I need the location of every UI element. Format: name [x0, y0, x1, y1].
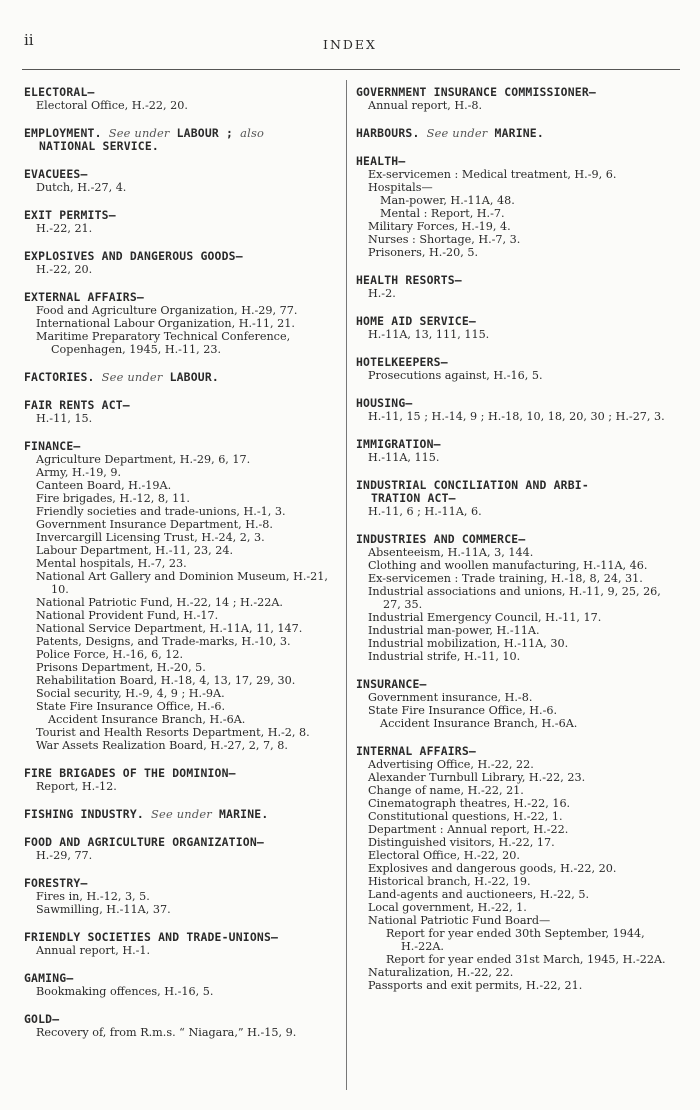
heading-text: EXTERNAL AFFAIRS—: [24, 290, 144, 304]
heading-text: FAIR RENTS ACT—: [24, 398, 130, 412]
heading-text: FRIENDLY SOCIETIES AND TRADE-UNIONS—: [24, 930, 279, 944]
entry-heading: [356, 397, 682, 410]
index-subentry: Military Forces, H.-19, 4.: [368, 220, 511, 233]
entry-heading: [356, 155, 682, 168]
index-entry: [24, 168, 336, 194]
entry-heading: [24, 836, 336, 849]
index-subentry: Report for year ended 30th September, 1944, H.-22A.: [386, 927, 645, 953]
index-entry: [24, 972, 336, 998]
index-subentry: National Patriotic Fund Board—: [368, 914, 551, 927]
entry-heading: [24, 440, 336, 453]
index-subentry: Police Force, H.-16, 6, 12.: [36, 648, 184, 661]
index-subentry: Government Insurance Department, H.-8.: [36, 518, 273, 531]
index-subentry: Electoral Office, H.-22, 20.: [36, 99, 188, 112]
heading-text: FIRE BRIGADES OF THE DOMINION—: [24, 766, 236, 780]
index-subentry: Local government, H.-22, 1.: [368, 901, 527, 914]
index-subentry: Clothing and woollen manufacturing, H.-11A, 46.: [368, 559, 648, 572]
cross-reference: MARINE.: [218, 807, 269, 821]
index-entry: [356, 127, 682, 140]
index-entry: [356, 155, 682, 259]
heading-text: HOUSING—: [356, 396, 413, 410]
index-entry: [356, 356, 682, 382]
entry-heading: [356, 86, 682, 99]
entry-heading: [356, 315, 682, 328]
heading-text: INDUSTRIES AND COMMERCE—: [356, 532, 526, 546]
index-subentry: Labour Department, H.-11, 23, 24.: [36, 544, 233, 557]
column-divider: [346, 80, 347, 1090]
index-subentry: Report, H.-12.: [36, 780, 117, 793]
index-entry: [356, 533, 682, 663]
index-entry: [24, 371, 336, 384]
index-subentry: Advertising Office, H.-22, 22.: [368, 758, 534, 771]
index-entry: [24, 291, 336, 356]
index-subentry: Industrial mobilization, H.-11A, 30.: [368, 637, 569, 650]
index-subentry: Tourist and Health Resorts Department, H.-2, 8.: [36, 726, 310, 739]
index-subentry: Mental hospitals, H.-7, 23.: [36, 557, 187, 570]
see-under-label: See under: [151, 807, 212, 821]
index-entry: [356, 479, 682, 518]
index-subentry: H.-22, 20.: [36, 263, 93, 276]
also-label: also: [240, 126, 265, 140]
heading-text: HOME AID SERVICE—: [356, 314, 476, 328]
index-subentry: National Art Gallery and Dominion Museum, H.-21, 10.: [36, 570, 328, 596]
heading-text: FORESTRY—: [24, 876, 88, 890]
see-under-label: See under: [101, 370, 163, 384]
index-entry: [356, 745, 682, 992]
index-subentry: Hospitals—: [368, 181, 433, 194]
index-subentry: H.-11A, 13, 111, 115.: [368, 328, 490, 341]
entry-heading: [24, 399, 336, 412]
index-subentry: Maritime Preparatory Technical Conference, Copenhagen, 1945, H.-11, 23.: [36, 330, 291, 356]
index-subentry: Government insurance, H.-8.: [368, 691, 533, 704]
entry-heading: [24, 808, 336, 821]
index-entry: [356, 86, 682, 112]
index-subentry: Army, H.-19, 9.: [36, 466, 122, 479]
index-subentry: Annual report, H.-8.: [368, 99, 483, 112]
index-entry: [24, 127, 336, 153]
entry-heading: [24, 931, 336, 944]
heading-text: GOLD—: [24, 1012, 60, 1026]
index-subentry: Patents, Designs, and Trade-marks, H.-10, 3.: [36, 635, 291, 648]
index-entry: [24, 836, 336, 862]
index-subentry: H.-11, 15 ; H.-14, 9 ; H.-18, 10, 18, 20, 30 ; H.-27, 3.: [368, 410, 665, 423]
index-subentry: Accident Insurance Branch, H.-6A.: [48, 713, 246, 726]
heading-text: HARBOURS.: [356, 126, 420, 140]
index-subentry: H.-11, 15.: [36, 412, 93, 425]
index-subentry: Department : Annual report, H.-22.: [368, 823, 569, 836]
index-subentry: Historical branch, H.-22, 19.: [368, 875, 531, 888]
index-entry: [356, 438, 682, 464]
index-column-right: [356, 86, 682, 1007]
entry-heading: [356, 479, 682, 505]
index-subentry: Agriculture Department, H.-29, 6, 17.: [36, 453, 251, 466]
index-subentry: Prisoners, H.-20, 5.: [368, 246, 479, 259]
entry-heading: [356, 356, 682, 369]
entry-heading: [356, 533, 682, 546]
index-subentry: Invercargill Licensing Trust, H.-24, 2, 3.: [36, 531, 265, 544]
index-subentry: Mental : Report, H.-7.: [380, 207, 505, 220]
index-subentry: Industrial strife, H.-11, 10.: [368, 650, 521, 663]
index-subentry: H.-22, 21.: [36, 222, 93, 235]
entry-heading: [24, 168, 336, 181]
index-subentry: Distinguished visitors, H.-22, 17.: [368, 836, 555, 849]
cross-reference: MARINE.: [494, 126, 544, 140]
index-subentry: Friendly societies and trade-unions, H.-1, 3.: [36, 505, 286, 518]
index-subentry: H.-29, 77.: [36, 849, 93, 862]
index-subentry: Cinematograph theatres, H.-22, 16.: [368, 797, 571, 810]
see-under-label: See under: [108, 126, 170, 140]
index-entry: [24, 877, 336, 916]
index-entry: [24, 808, 336, 821]
index-subentry: Nurses : Shortage, H.-7, 3.: [368, 233, 521, 246]
index-subentry: Accident Insurance Branch, H.-6A.: [380, 717, 578, 730]
index-subentry: Ex-servicemen : Trade training, H.-18, 8, 24, 31.: [368, 572, 643, 585]
running-title: INDEX: [323, 37, 377, 52]
index-entry: [24, 399, 336, 425]
index-subentry: Alexander Turnbull Library, H.-22, 23.: [368, 771, 586, 784]
index-subentry: Industrial man-power, H.-11A.: [368, 624, 540, 637]
index-subentry: Report for year ended 31st March, 1945, H.-22A.: [386, 953, 666, 966]
index-subentry: Bookmaking offences, H.-16, 5.: [36, 985, 214, 998]
heading-text: FACTORIES.: [24, 370, 95, 384]
index-subentry: Industrial Emergency Council, H.-11, 17.: [368, 611, 602, 624]
index-subentry: Prisons Department, H.-20, 5.: [36, 661, 206, 674]
index-subentry: Naturalization, H.-22, 22.: [368, 966, 514, 979]
index-subentry: Prosecutions against, H.-16, 5.: [368, 369, 543, 382]
index-entry: [356, 274, 682, 300]
index-subentry: Electoral Office, H.-22, 20.: [368, 849, 520, 862]
entry-heading: [356, 127, 682, 140]
index-entry: [24, 250, 336, 276]
index-subentry: Change of name, H.-22, 21.: [368, 784, 524, 797]
index-subentry: Fires in, H.-12, 3, 5.: [36, 890, 150, 903]
index-subentry: Explosives and dangerous goods, H.-22, 20.: [368, 862, 617, 875]
index-entry: [24, 440, 336, 752]
heading-text: FINANCE—: [24, 439, 81, 453]
entry-heading: [24, 767, 336, 780]
entry-heading: [24, 127, 336, 153]
index-subentry: Recovery of, from R.m.s. “ Niagara,” H.-15, 9.: [36, 1026, 297, 1039]
heading-text: INSURANCE—: [356, 677, 427, 691]
entry-heading: [356, 438, 682, 451]
heading-text: HEALTH RESORTS—: [356, 273, 462, 287]
index-subentry: Passports and exit permits, H.-22, 21.: [368, 979, 583, 992]
index-subentry: National Service Department, H.-11A, 11, 147.: [36, 622, 303, 635]
index-entry: [24, 1013, 336, 1039]
heading-text: HOTELKEEPERS—: [356, 355, 448, 369]
heading-text: GAMING—: [24, 971, 74, 985]
index-entry: [356, 678, 682, 730]
heading-text: EVACUEES—: [24, 167, 88, 181]
index-subentry: International Labour Organization, H.-11, 21.: [36, 317, 295, 330]
index-subentry: Man-power, H.-11A, 48.: [380, 194, 515, 207]
heading-continuation: TRATION ACT—: [371, 491, 456, 505]
entry-heading: [356, 678, 682, 691]
index-subentry: H.-11, 6 ; H.-11A, 6.: [368, 505, 482, 518]
index-entry: [356, 315, 682, 341]
index-subentry: Industrial associations and unions, H.-11, 9, 25, 26, 27, 35.: [368, 585, 661, 611]
index-subentry: National Patriotic Fund, H.-22, 14 ; H.-22A.: [36, 596, 283, 609]
index-subentry: Social security, H.-9, 4, 9 ; H.-9A.: [36, 687, 225, 700]
heading-text: IMMIGRATION—: [356, 437, 441, 451]
cross-reference: LABOUR.: [169, 370, 219, 384]
entry-heading: [24, 209, 336, 222]
index-entry: [24, 86, 336, 112]
index-subentry: Ex-servicemen : Medical treatment, H.-9, 6.: [368, 168, 617, 181]
heading-text: EMPLOYMENT.: [24, 126, 102, 140]
index-subentry: H.-11A, 115.: [368, 451, 440, 464]
heading-text: EXIT PERMITS—: [24, 208, 116, 222]
index-subentry: Dutch, H.-27, 4.: [36, 181, 127, 194]
entry-heading: [24, 1013, 336, 1026]
entry-heading: [24, 877, 336, 890]
index-entry: [24, 209, 336, 235]
index-subentry: Annual report, H.-1.: [36, 944, 151, 957]
entry-heading: [24, 291, 336, 304]
see-under-label: See under: [426, 126, 488, 140]
entry-heading: [24, 972, 336, 985]
page-number: ii: [24, 31, 34, 49]
index-subentry: War Assets Realization Board, H.-27, 2, 7, 8.: [36, 739, 288, 752]
index-subentry: National Provident Fund, H.-17.: [36, 609, 219, 622]
heading-text: FISHING INDUSTRY.: [24, 807, 144, 821]
index-subentry: Absenteeism, H.-11A, 3, 144.: [368, 546, 534, 559]
heading-text: INTERNAL AFFAIRS—: [356, 744, 476, 758]
index-column-left: [24, 86, 336, 1054]
entry-heading: [356, 745, 682, 758]
entry-heading: [24, 86, 336, 99]
index-subentry: Constitutional questions, H.-22, 1.: [368, 810, 563, 823]
index-subentry: H.-2.: [368, 287, 396, 300]
heading-text: GOVERNMENT INSURANCE COMMISSIONER—: [356, 85, 596, 99]
entry-heading: [356, 274, 682, 287]
heading-text: EXPLOSIVES AND DANGEROUS GOODS—: [24, 249, 243, 263]
index-subentry: Sawmilling, H.-11A, 37.: [36, 903, 171, 916]
header-rule: [22, 69, 680, 70]
index-subentry: Canteen Board, H.-19A.: [36, 479, 172, 492]
index-subentry: Rehabilitation Board, H.-18, 4, 13, 17, 29, 30.: [36, 674, 296, 687]
index-subentry: Food and Agriculture Organization, H.-29, 77.: [36, 304, 298, 317]
entry-heading: [24, 371, 336, 384]
heading-text: INDUSTRIAL CONCILIATION AND ARBI-: [356, 478, 589, 492]
cross-reference: LABOUR ;: [176, 126, 234, 140]
heading-text: FOOD AND AGRICULTURE ORGANIZATION—: [24, 835, 264, 849]
heading-text: HEALTH—: [356, 154, 406, 168]
heading-text: ELECTORAL—: [24, 85, 95, 99]
heading-continuation: NATIONAL SERVICE.: [39, 139, 159, 153]
index-entry: [356, 397, 682, 423]
index-entry: [24, 931, 336, 957]
index-subentry: State Fire Insurance Office, H.-6.: [36, 700, 226, 713]
index-subentry: Land-agents and auctioneers, H.-22, 5.: [368, 888, 590, 901]
index-entry: [24, 767, 336, 793]
entry-heading: [24, 250, 336, 263]
index-subentry: Fire brigades, H.-12, 8, 11.: [36, 492, 190, 505]
index-subentry: State Fire Insurance Office, H.-6.: [368, 704, 558, 717]
